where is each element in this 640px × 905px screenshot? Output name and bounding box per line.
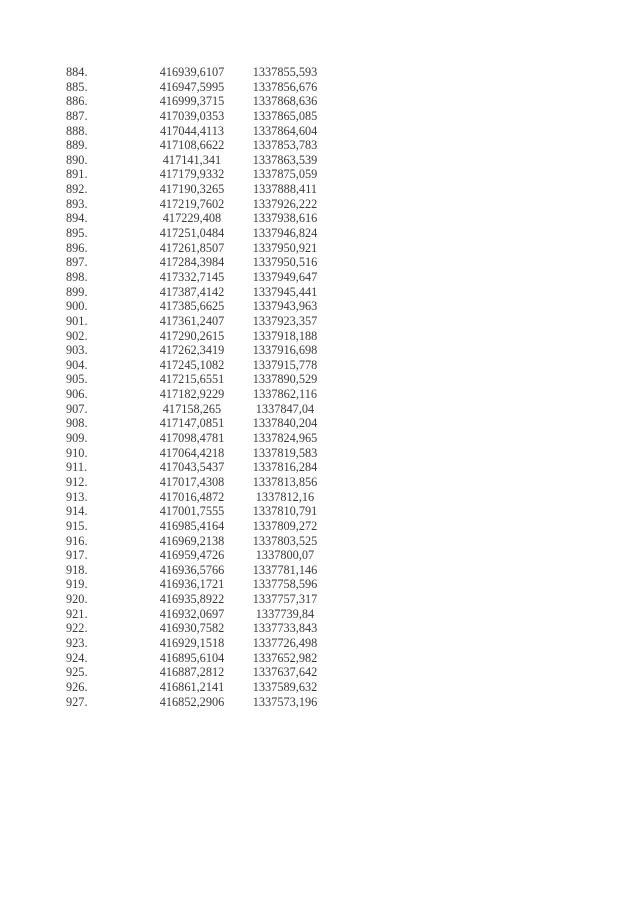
x-coordinate: 416852,2906	[159, 694, 225, 709]
point-number: 888.	[66, 123, 88, 138]
y-coordinate: 1337637,642	[252, 665, 318, 680]
x-coordinate: 417251,0484	[159, 226, 225, 241]
table-row	[62, 299, 332, 314]
y-coordinate: 1337816,284	[252, 460, 318, 475]
coordinate-table	[62, 65, 332, 709]
point-number: 900.	[66, 299, 88, 314]
y-coordinate: 1337856,676	[252, 79, 318, 94]
y-coordinate: 1337803,525	[252, 533, 318, 548]
x-coordinate: 417179,9332	[159, 167, 225, 182]
y-coordinate: 1337840,204	[252, 416, 318, 431]
y-coordinate: 1337652,982	[252, 650, 318, 665]
table-row	[62, 270, 332, 285]
table-row	[62, 416, 332, 431]
x-coordinate: 417245,1082	[159, 357, 225, 372]
table-row	[62, 577, 332, 592]
table-row	[62, 226, 332, 241]
x-coordinate: 417290,2615	[159, 328, 225, 343]
y-coordinate: 1337923,357	[252, 313, 318, 328]
y-coordinate: 1337809,272	[252, 518, 318, 533]
x-coordinate: 417215,6551	[159, 372, 225, 387]
x-coordinate: 417016,4872	[159, 489, 225, 504]
table-row	[62, 490, 332, 505]
point-number: 907.	[66, 401, 88, 416]
table-row	[62, 314, 332, 329]
x-coordinate: 417219,7602	[159, 196, 225, 211]
y-coordinate: 1337800,07	[255, 548, 315, 563]
y-coordinate: 1337875,059	[252, 167, 318, 182]
point-number: 925.	[66, 665, 88, 680]
point-number: 908.	[66, 416, 88, 431]
x-coordinate: 417387,4142	[159, 284, 225, 299]
y-coordinate: 1337853,783	[252, 138, 318, 153]
table-row	[62, 534, 332, 549]
point-number: 884.	[66, 65, 88, 79]
point-number: 887.	[66, 108, 88, 123]
table-row	[62, 665, 332, 680]
x-coordinate: 417017,4308	[159, 474, 225, 489]
table-row	[62, 109, 332, 124]
y-coordinate: 1337781,146	[252, 562, 318, 577]
x-coordinate: 417190,3265	[159, 182, 225, 197]
x-coordinate: 417262,3419	[159, 343, 225, 358]
table-row	[62, 651, 332, 666]
point-number: 897.	[66, 255, 88, 270]
x-coordinate: 416887,2812	[159, 665, 225, 680]
table-row	[62, 695, 332, 710]
x-coordinate: 417147,0851	[159, 416, 225, 431]
table-row	[62, 592, 332, 607]
table-row	[62, 519, 332, 534]
point-number: 896.	[66, 240, 88, 255]
point-number: 893.	[66, 196, 88, 211]
point-number: 895.	[66, 226, 88, 241]
point-number: 906.	[66, 387, 88, 402]
table-row	[62, 80, 332, 95]
x-coordinate: 416929,1518	[159, 635, 225, 650]
point-number: 905.	[66, 372, 88, 387]
y-coordinate: 1337862,116	[252, 387, 318, 402]
y-coordinate: 1337949,647	[252, 269, 318, 284]
x-coordinate: 417098,4781	[159, 431, 225, 446]
table-row	[62, 167, 332, 182]
point-number: 915.	[66, 518, 88, 533]
table-row	[62, 358, 332, 373]
point-number: 894.	[66, 211, 88, 226]
y-coordinate: 1337888,411	[252, 182, 318, 197]
x-coordinate: 416969,2138	[159, 533, 225, 548]
y-coordinate: 1337915,778	[252, 357, 318, 372]
x-coordinate: 416861,2141	[159, 679, 225, 694]
y-coordinate: 1337945,441	[252, 284, 318, 299]
table-row	[62, 636, 332, 651]
table-row	[62, 372, 332, 387]
table-row	[62, 460, 332, 475]
y-coordinate: 1337819,583	[252, 445, 318, 460]
table-row	[62, 211, 332, 226]
point-number: 922.	[66, 621, 88, 636]
point-number: 916.	[66, 533, 88, 548]
y-coordinate: 1337813,856	[252, 474, 318, 489]
point-number: 914.	[66, 504, 88, 519]
y-coordinate: 1337864,604	[252, 123, 318, 138]
y-coordinate: 1337573,196	[252, 694, 318, 709]
point-number: 920.	[66, 592, 88, 607]
x-coordinate: 417182,9229	[159, 387, 225, 402]
point-number: 910.	[66, 445, 88, 460]
point-number: 899.	[66, 284, 88, 299]
y-coordinate: 1337758,596	[252, 577, 318, 592]
y-coordinate: 1337926,222	[252, 196, 318, 211]
y-coordinate: 1337943,963	[252, 299, 318, 314]
x-coordinate: 416936,5766	[159, 562, 225, 577]
x-coordinate: 416936,1721	[159, 577, 225, 592]
x-coordinate: 417108,6622	[159, 138, 225, 153]
y-coordinate: 1337589,632	[252, 679, 318, 694]
x-coordinate: 416932,0697	[159, 606, 225, 621]
x-coordinate: 417284,3984	[159, 255, 225, 270]
point-number: 898.	[66, 269, 88, 284]
point-number: 913.	[66, 489, 88, 504]
y-coordinate: 1337847,04	[255, 401, 315, 416]
y-coordinate: 1337946,824	[252, 226, 318, 241]
x-coordinate: 416959,4726	[159, 548, 225, 563]
table-row	[62, 446, 332, 461]
x-coordinate: 417332,7145	[159, 269, 225, 284]
point-number: 891.	[66, 167, 88, 182]
point-number: 909.	[66, 431, 88, 446]
table-row	[62, 621, 332, 636]
table-row	[62, 475, 332, 490]
table-row	[62, 94, 332, 109]
x-coordinate: 416895,6104	[159, 650, 225, 665]
x-coordinate: 416930,7582	[159, 621, 225, 636]
table-row	[62, 197, 332, 212]
y-coordinate: 1337938,616	[252, 211, 318, 226]
y-coordinate: 1337855,593	[252, 65, 318, 79]
point-number: 889.	[66, 138, 88, 153]
y-coordinate: 1337950,921	[252, 240, 318, 255]
y-coordinate: 1337916,698	[252, 343, 318, 358]
y-coordinate: 1337733,843	[252, 621, 318, 636]
table-row	[62, 182, 332, 197]
point-number: 902.	[66, 328, 88, 343]
y-coordinate: 1337890,529	[252, 372, 318, 387]
table-row	[62, 563, 332, 578]
table-row	[62, 548, 332, 563]
table-row	[62, 402, 332, 417]
x-coordinate: 416999,3715	[159, 94, 225, 109]
point-number: 890.	[66, 152, 88, 167]
point-number: 923.	[66, 635, 88, 650]
x-coordinate: 416935,8922	[159, 592, 225, 607]
table-row	[62, 255, 332, 270]
x-coordinate: 417158,265	[162, 401, 222, 416]
y-coordinate: 1337863,539	[252, 152, 318, 167]
table-row	[62, 153, 332, 168]
table-row	[62, 680, 332, 695]
y-coordinate: 1337757,317	[252, 592, 318, 607]
point-number: 924.	[66, 650, 88, 665]
y-coordinate: 1337918,188	[252, 328, 318, 343]
table-row	[62, 285, 332, 300]
point-number: 885.	[66, 79, 88, 94]
point-number: 927.	[66, 694, 88, 709]
point-number: 919.	[66, 577, 88, 592]
point-number: 886.	[66, 94, 88, 109]
table-row	[62, 124, 332, 139]
y-coordinate: 1337726,498	[252, 635, 318, 650]
x-coordinate: 417039,0353	[159, 108, 225, 123]
point-number: 901.	[66, 313, 88, 328]
y-coordinate: 1337950,516	[252, 255, 318, 270]
table-row	[62, 607, 332, 622]
x-coordinate: 417043,5437	[159, 460, 225, 475]
point-number: 926.	[66, 679, 88, 694]
table-row	[62, 343, 332, 358]
x-coordinate: 416947,5995	[159, 79, 225, 94]
table-row	[62, 138, 332, 153]
point-number: 921.	[66, 606, 88, 621]
y-coordinate: 1337865,085	[252, 108, 318, 123]
x-coordinate: 417064,4218	[159, 445, 225, 460]
x-coordinate: 417141,341	[162, 152, 222, 167]
table-row	[62, 431, 332, 446]
x-coordinate: 417001,7555	[159, 504, 225, 519]
y-coordinate: 1337810,791	[252, 504, 318, 519]
x-coordinate: 417044,4113	[159, 123, 225, 138]
y-coordinate: 1337824,965	[252, 431, 318, 446]
point-number: 892.	[66, 182, 88, 197]
point-number: 918.	[66, 562, 88, 577]
y-coordinate: 1337812,16	[255, 489, 315, 504]
table-row	[62, 504, 332, 519]
table-row	[62, 65, 332, 80]
x-coordinate: 416939,6107	[159, 65, 225, 79]
x-coordinate: 416985,4164	[159, 518, 225, 533]
x-coordinate: 417385,6625	[159, 299, 225, 314]
table-row	[62, 329, 332, 344]
table-row	[62, 387, 332, 402]
x-coordinate: 417261,8507	[159, 240, 225, 255]
y-coordinate: 1337739,84	[255, 606, 315, 621]
y-coordinate: 1337868,636	[252, 94, 318, 109]
point-number: 917.	[66, 548, 88, 563]
point-number: 911.	[66, 460, 88, 475]
x-coordinate: 417361,2407	[159, 313, 225, 328]
point-number: 912.	[66, 474, 88, 489]
point-number: 903.	[66, 343, 88, 358]
x-coordinate: 417229,408	[162, 211, 222, 226]
table-row	[62, 241, 332, 256]
point-number: 904.	[66, 357, 88, 372]
